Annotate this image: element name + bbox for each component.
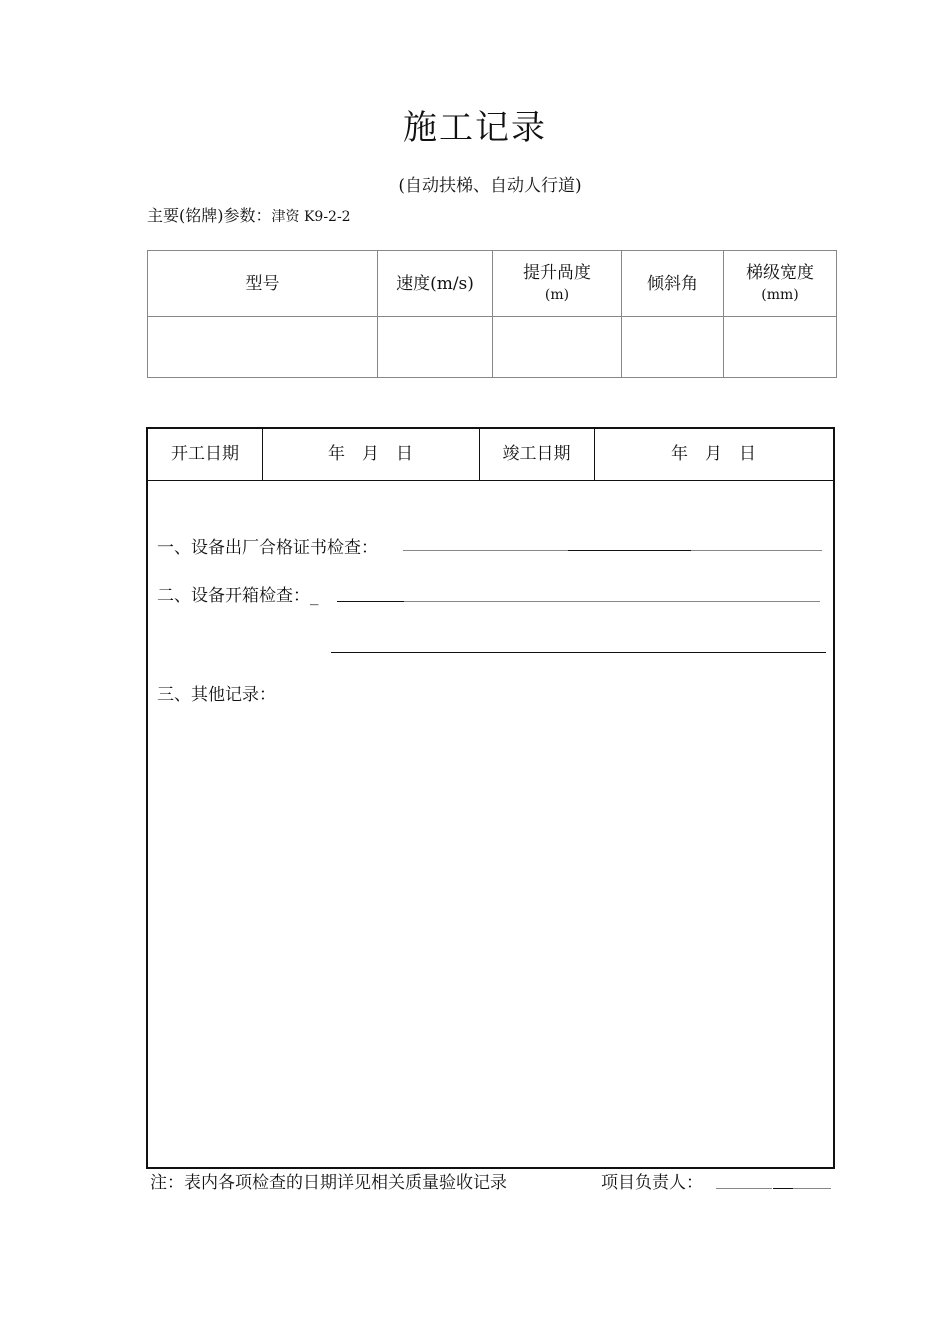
date-row [148,429,833,481]
spec-table [147,250,837,378]
cert-check-label: 一、设备出厂合格证书检查： [157,538,378,558]
page-subtitle: (自动扶梯、自动人行道) [398,176,582,196]
params-line [147,203,351,226]
footer-note: 注：表内各项检查的日期详见相关质量验收记录 [150,1173,507,1193]
responsible-underline[interactable] [793,1188,831,1189]
responsible-underline[interactable] [773,1188,793,1189]
cert-check-underline[interactable] [568,550,691,551]
spec-header-row [148,251,837,317]
value-angle[interactable] [622,317,724,378]
header-speed: 速度(m/s) [378,251,493,317]
value-rise[interactable] [493,317,622,378]
unpack-check-underline-2[interactable] [331,652,826,653]
header-rise: 提升咼度 (m) [493,251,622,317]
form-code: 津资 K9-2-2 [271,209,351,225]
cert-check-underline[interactable] [691,550,822,551]
unpack-check-underline[interactable] [337,601,404,602]
header-step-width: 梯级宽度 (mm) [724,251,837,317]
end-date-label: 竣工日期 [502,444,571,464]
unpack-check-label: 二、设备开箱检查：_ [157,586,319,606]
responsible-underline[interactable] [716,1188,772,1189]
value-model[interactable] [148,317,378,378]
unpack-check-underline[interactable] [404,601,820,602]
page-title: 施工记录 [403,108,547,148]
cert-check-underline[interactable] [403,550,568,551]
header-model: 型号 [148,251,378,317]
other-records-label: 三、其他记录： [157,685,276,705]
spec-value-row [148,317,837,378]
end-date-value[interactable]: 年 月 日 [671,444,756,464]
record-box [146,427,835,1169]
params-label: 主要(铭牌)参数： [147,206,272,225]
value-speed[interactable] [378,317,493,378]
start-date-value[interactable]: 年 月 日 [328,444,413,464]
value-step-width[interactable] [724,317,837,378]
responsible-label: 项目负责人： [601,1173,703,1193]
start-date-label: 开工日期 [171,444,239,464]
header-angle: 倾斜角 [622,251,724,317]
